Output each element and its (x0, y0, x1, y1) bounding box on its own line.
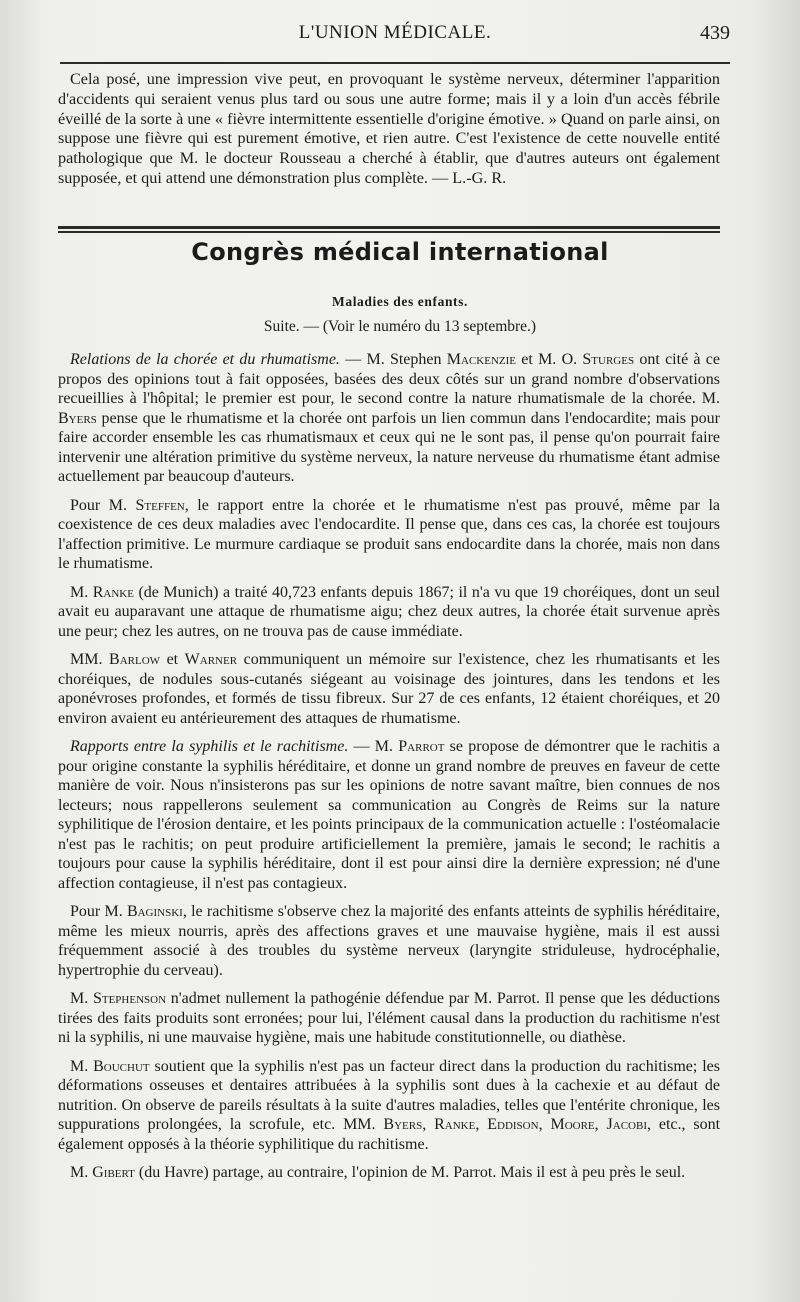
paragraph-text: , (422, 1116, 435, 1133)
author-name: Byers (383, 1116, 423, 1133)
page-number: 439 (700, 22, 730, 44)
author-name: Bouchut (93, 1057, 150, 1075)
author-name: Moore (550, 1116, 595, 1133)
paragraph-text: Pour M. (70, 903, 127, 920)
paragraph-text: et M. O. (516, 351, 583, 368)
paragraph-text: , le rapport entre la chorée et le rhumatisme n'est pas prouvé, même par la coexistence de ces deux maladies avec l'endocardite. Il pense que, dans ces cas, la chorée est toujours l'affection primitive. Le murmure cardiaque se produit sans endocardite dans la chorée, mais non dans le rhumatisme. (58, 496, 721, 572)
intro-paragraph-block (58, 70, 720, 189)
author-name: Steffen (135, 496, 185, 514)
paragraph-text: pense que le rhumatisme et la chorée ont parfois un lien commun dans l'endocardite; mais pour faire accorder ensemble les cas rhumatismaux et ceux qui ne le sont pas, il pense qu'on pourrait faire intervenir une altération primitive du système nerveux, la nature nerveuse du rhumatisme étant admise actuellement par beaucoup d'auteurs. (58, 409, 720, 485)
paragraph-text: M. (70, 583, 93, 601)
section-title: Congrès médical international (191, 238, 609, 266)
article-paragraph (58, 650, 720, 728)
paragraph-text: M. (70, 1057, 94, 1075)
paragraph-text: et (160, 651, 185, 668)
paragraph-text: M. (70, 1164, 93, 1181)
intro-paragraph: Cela posé, une impression vive peut, en provoquant le système nerveux, déterminer l'apparition d'accidents qui seraient venus plus tard ou sous une autre forme; mais il y a loin d'un accès fébrile éveillé de la sorte à une « fièvre intermittente essentielle d'origine émotive. » Quand on parle ainsi, on suppose une fièvre qui est purement émotive, et rien autre. C'est l'existence de cette nouvelle entité pathologique que M. le docteur Rousseau a cherché à établir, que d'autres auteurs ont également supposée, et qui attend une démonstration plus complète. — L.-G. R. (58, 70, 720, 187)
article-paragraph (58, 737, 720, 893)
paragraph-text: , (594, 1116, 607, 1133)
paragraph-text: , le rachitisme s'observe chez la majorité des enfants atteints de syphilis héréditaire, même les mieux nourris, après des affections graves et une mauvaise hygiène, mais il est aussi fréquemment associé à des troubles du système nerveux (laryngite striduleuse, hydrocéphalie, hypertrophie du cerveau). (58, 903, 720, 979)
header-rule (60, 62, 730, 64)
section-rule-top (58, 226, 720, 229)
author-name: Mackenzie (446, 351, 516, 368)
paragraph-text: Pour M. (70, 496, 136, 514)
author-name: Jacobi (606, 1116, 647, 1133)
article-body (58, 350, 720, 1192)
paragraph-text: communiquent un mémoire sur l'existence, chez les rhumatisants et les choréiques, de nodules sous-cutanés siégeant au voisinage des jointures, dans les tendons et les aponévroses profondes, et formés de tissu fibreux. Sur 27 de ces enfants, 12 étaient choréiques, et 20 environ avaient eu antérieurement des attaques de rhumatisme. (58, 651, 721, 727)
paragraph-lead: Relations de la chorée et du rhumatisme. (70, 351, 340, 368)
author-name: Barlow (109, 651, 161, 668)
article-paragraph (58, 989, 720, 1048)
paragraph-text: , (538, 1116, 551, 1133)
paragraph-text: , etc., sont également opposés à la théorie syphilitique du rachitisme. (58, 1116, 721, 1153)
paragraph-lead: Rapports entre la syphilis et le rachitisme. (70, 738, 349, 755)
article-paragraph (58, 1057, 720, 1155)
author-name: Stephenson (92, 990, 167, 1007)
author-name: Baginski (126, 903, 183, 920)
author-name: Warner (184, 651, 238, 668)
author-name: Ranke (92, 583, 134, 601)
paragraph-text: se propose de démontrer que le rachitis a pour origine constante la syphilis héréditaire, et donne un grand nombre de preuves en faveur de cette manière de voir. Nous n'insisterons pas sur les opinions de notre savant maître, bien connues de nos lecteurs; nous rappellerons seulement sa communication au Congrès de Reims sur la nature syphilitique de l'érosion dentaire, et les points principaux de la communication actuelle : l'ostéomalacie n'est pas le rachitis; on peut produire artificiellement la première, jamais le second; le rachitis a toujours pour cause la syphilis héréditaire, dont il est pour ainsi dire la dernière expression; né d'une affection contagieuse, il n'est pas contagieux. (58, 738, 720, 892)
article-paragraph (58, 583, 720, 642)
author-name: Byers (58, 409, 97, 427)
section-subtitle: Maladies des enfants. (332, 294, 468, 309)
author-name: Ranke (434, 1116, 476, 1133)
paragraph-text: — M. (348, 738, 399, 755)
running-head: L'UNION MÉDICALE. (298, 22, 492, 43)
article-paragraph (58, 496, 720, 574)
paragraph-text: (du Havre) partage, au contraire, l'opinion de M. Parrot. Mais il est à peu près le seul. (134, 1164, 686, 1181)
section-rule-bottom (58, 231, 720, 233)
paragraph-text: , (475, 1116, 488, 1133)
paragraph-text: MM. (70, 651, 110, 668)
author-name: Sturges (582, 351, 635, 368)
article-paragraph (58, 1163, 720, 1183)
paragraph-text: n'admet nullement la pathogénie défendue par M. Parrot. Il pense que les déductions tirées des faits produits sont erronées; pour lui, l'élément causal dans la production du rachitisme n'est ni la syphilis, ni une mauvaise hygiène, mais une habitude constitutionnelle, ou diathèse. (58, 990, 720, 1046)
paragraph-text: ont cité à ce propos des opinions tout à fait opposées, basées des deux côtés sur un grand nombre d'observations recueillies à l'hôpital; le premier est pour, le second contre la nature rhumatismale de la chorée. M. (58, 351, 721, 407)
article-paragraph (58, 902, 720, 980)
author-name: Eddison (487, 1116, 539, 1133)
article-paragraph (58, 350, 720, 487)
author-name: Gibert (92, 1164, 135, 1181)
paragraph-text: (de Munich) a traité 40,723 enfants depuis 1867; il n'a vu que 19 choréiques, dont un seul avait eu auparavant une attaque de rhumatisme aigu; chez deux autres, la chorée était survenue après une peur; chez les autres, on ne trouva pas de cause immédiate. (58, 583, 720, 640)
paragraph-text: — M. Stephen (339, 351, 447, 368)
paragraph-text: M. (70, 990, 93, 1007)
author-name: Parrot (398, 738, 445, 755)
paragraph-text: soutient que la syphilis n'est pas un facteur direct dans la production du rachitisme; les déformations osseuses et dentaires attribuées à la syphilis sont dues à la cachexie et au défaut de nutrition. On observe de pareils résultats à la suite d'autres maladies, telles que l'entérite chronique, les suppurations prolongées, la scrofule, etc. MM. (58, 1057, 720, 1133)
page-header (60, 22, 730, 52)
continuation-note: Suite. — (Voir le numéro du 13 septembre.) (263, 318, 537, 335)
